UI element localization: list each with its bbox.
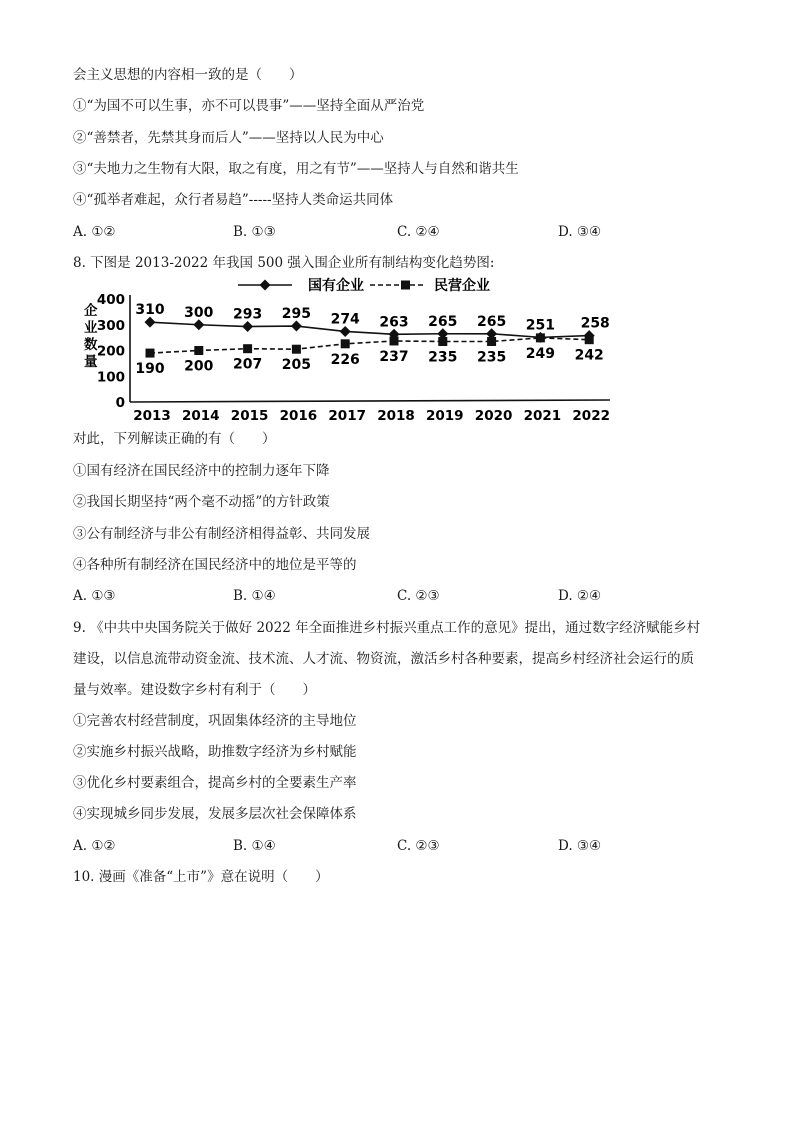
x-tick-label: 2018 bbox=[377, 408, 415, 424]
x-tick-label: 2019 bbox=[426, 408, 464, 424]
y-tick-label: 100 bbox=[96, 369, 125, 386]
data-point-square bbox=[194, 346, 203, 355]
y-axis-label-part1: 企 bbox=[84, 303, 98, 319]
q9-item-3: ③优化乡村要素组合，提高乡村的全要素生产率 bbox=[73, 775, 357, 791]
data-point-diamond bbox=[291, 321, 302, 332]
x-tick-label: 2013 bbox=[133, 408, 171, 424]
series-line-1 bbox=[150, 322, 589, 337]
data-point-square bbox=[146, 349, 155, 358]
legend-marker-diamond bbox=[260, 280, 271, 291]
legend-label-1: 国有企业 bbox=[308, 278, 364, 294]
x-tick-label: 2022 bbox=[572, 408, 610, 424]
data-label: 251 bbox=[525, 317, 556, 334]
q7-option-b[interactable]: B. ①③ bbox=[233, 224, 276, 240]
legend-marker-square bbox=[401, 281, 410, 290]
q7-item-1: ①“为国不可以生事，亦不可以畏事”——坚持全面从严治党 bbox=[73, 98, 425, 114]
data-label: 274 bbox=[330, 311, 360, 328]
q7-item-4: ④“孤举者难起，众行者易趋”-----坚持人类命运共同体 bbox=[73, 192, 394, 208]
chart-svg bbox=[70, 272, 615, 430]
data-label: 265 bbox=[428, 313, 458, 330]
data-label: 205 bbox=[281, 357, 312, 374]
data-label: 263 bbox=[379, 314, 409, 331]
series-line-2 bbox=[150, 338, 589, 353]
q8-option-d[interactable]: D. ②④ bbox=[558, 588, 602, 604]
data-label: 226 bbox=[330, 351, 360, 368]
data-label: 295 bbox=[281, 306, 312, 323]
x-tick-label: 2021 bbox=[523, 408, 562, 424]
data-label: 293 bbox=[232, 306, 263, 323]
y-tick-label: 300 bbox=[96, 317, 125, 334]
q9-option-a[interactable]: A. ①② bbox=[73, 838, 116, 854]
data-point-diamond bbox=[242, 321, 253, 332]
ownership-trend-chart bbox=[70, 272, 615, 430]
q10-stem: 10. 漫画《准备“上市”》意在说明（ ） bbox=[73, 869, 329, 885]
x-tick-label: 2020 bbox=[474, 408, 513, 424]
data-label: 249 bbox=[525, 345, 556, 362]
x-axis bbox=[130, 400, 610, 402]
data-point-square bbox=[536, 333, 545, 342]
data-label: 235 bbox=[476, 349, 507, 366]
q8-option-b[interactable]: B. ①④ bbox=[233, 588, 276, 604]
q8-stem: 8. 下图是 2013-2022 年我国 500 强入围企业所有制结构变化趋势图: bbox=[73, 255, 495, 271]
y-axis-label-part4: 量 bbox=[84, 354, 98, 370]
q7-option-a[interactable]: A. ①② bbox=[73, 224, 116, 240]
q8-option-a[interactable]: A. ①③ bbox=[73, 588, 116, 604]
y-axis-label-part3: 数 bbox=[84, 337, 98, 353]
q9-stem-line-3: 量与效率。建设数字乡村有利于（ ） bbox=[73, 682, 316, 698]
data-label: 190 bbox=[135, 361, 165, 378]
data-label: 237 bbox=[379, 348, 409, 365]
data-point-square bbox=[585, 335, 594, 344]
q7-stem-tail: 会主义思想的内容相一致的是（ ） bbox=[73, 67, 303, 83]
data-label: 258 bbox=[580, 315, 610, 332]
q7-option-d[interactable]: D. ③④ bbox=[558, 224, 602, 240]
x-tick-label: 2016 bbox=[279, 408, 318, 424]
data-point-square bbox=[390, 336, 399, 345]
q9-stem-line-1: 9. 《中共中央国务院关于做好 2022 年全面推进乡村振兴重点工作的意见》提出，通过数字经济赋能乡村 bbox=[73, 620, 701, 636]
data-point-square bbox=[243, 344, 252, 353]
data-label: 235 bbox=[428, 349, 458, 366]
y-tick-label: 200 bbox=[96, 343, 125, 360]
data-point-diamond bbox=[145, 317, 156, 328]
x-tick-label: 2015 bbox=[230, 408, 269, 424]
q9-item-2: ②实施乡村振兴战略，助推数字经济为乡村赋能 bbox=[73, 744, 357, 760]
legend-label-2: 民营企业 bbox=[434, 278, 490, 294]
data-point-square bbox=[341, 339, 350, 348]
q8-item-2: ②我国长期坚持“两个毫不动摇”的方针政策 bbox=[73, 494, 330, 510]
y-axis-label-part2: 业 bbox=[84, 320, 98, 336]
q8-after-chart: 对此，下列解读正确的有（ ） bbox=[73, 431, 276, 447]
q7-item-3: ③“夫地力之生物有大限，取之有度，用之有节”——坚持人与自然和谐共生 bbox=[73, 161, 519, 177]
q7-item-2: ②“善禁者，先禁其身而后人”——坚持以人民为中心 bbox=[73, 130, 384, 146]
data-point-diamond bbox=[193, 319, 204, 330]
data-point-diamond bbox=[340, 326, 351, 337]
q9-stem-line-2: 建设，以信息流带动资金流、技术流、人才流、物资流，激活乡村各种要素，提高乡村经济社会运行的质 bbox=[73, 651, 694, 667]
q8-item-3: ③公有制经济与非公有制经济相得益彰、共同发展 bbox=[73, 526, 370, 542]
data-label: 200 bbox=[184, 358, 214, 375]
data-label: 265 bbox=[476, 313, 507, 330]
data-label: 310 bbox=[135, 302, 165, 319]
q8-item-4: ④各种所有制经济在国民经济中的地位是平等的 bbox=[73, 557, 357, 573]
q9-option-d[interactable]: D. ③④ bbox=[558, 838, 602, 854]
data-label: 300 bbox=[184, 304, 214, 321]
q8-item-1: ①国有经济在国民经济中的控制力逐年下降 bbox=[73, 463, 330, 479]
q9-option-c[interactable]: C. ②③ bbox=[397, 838, 440, 854]
q8-option-c[interactable]: C. ②③ bbox=[397, 588, 440, 604]
data-point-square bbox=[292, 345, 301, 354]
q9-item-4: ④实现城乡同步发展，发展多层次社会保障体系 bbox=[73, 806, 357, 822]
data-label: 242 bbox=[574, 347, 604, 364]
q9-item-1: ①完善农村经营制度，巩固集体经济的主导地位 bbox=[73, 713, 357, 729]
x-tick-label: 2014 bbox=[182, 408, 220, 424]
data-label: 207 bbox=[232, 356, 263, 373]
y-tick-label: 0 bbox=[115, 395, 125, 411]
data-point-square bbox=[487, 337, 496, 346]
data-point-square bbox=[438, 337, 447, 346]
y-tick-label: 400 bbox=[96, 292, 125, 308]
q7-option-c[interactable]: C. ②④ bbox=[397, 224, 440, 240]
q9-option-b[interactable]: B. ①④ bbox=[233, 838, 276, 854]
x-tick-label: 2017 bbox=[328, 408, 366, 424]
